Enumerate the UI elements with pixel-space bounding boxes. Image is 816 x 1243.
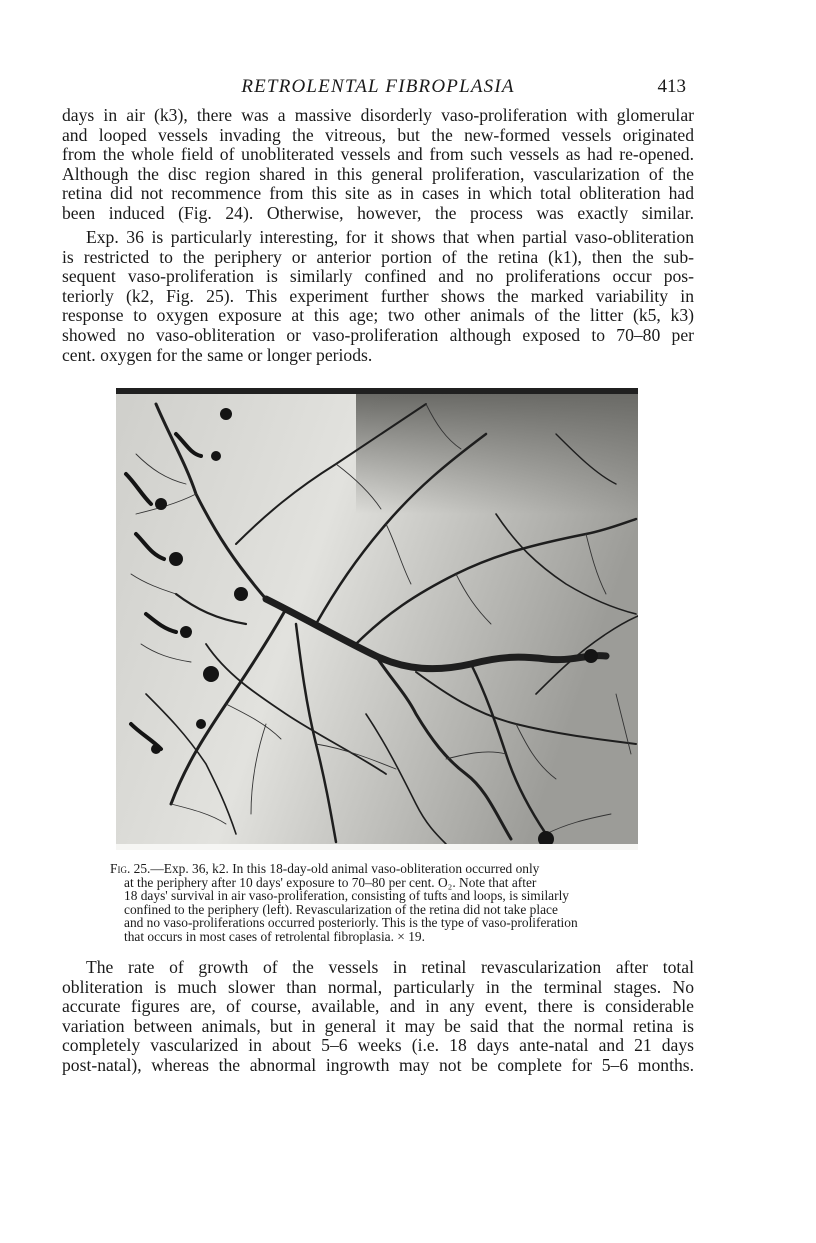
text-line: retina did not recommence from this site as in cases in which total obliteration had	[62, 183, 694, 204]
paragraph-2	[62, 228, 694, 365]
retina-vessel-image	[116, 394, 638, 844]
text-line: cent. oxygen for the same or longer periods.	[62, 344, 373, 365]
caption-line: at the periphery after 10 days' exposure to 70–80 per cent. O₂. Note that after	[124, 874, 537, 890]
text-line: accurate figures are, of course, available, and in any event, there is considerable	[62, 996, 694, 1017]
caption-lead: Fig. 25.	[110, 861, 151, 876]
text-line: days in air (k3), there was a massive disorderly vaso-proliferation with glomerular	[62, 105, 694, 125]
caption-text: —Exp. 36, k2. In this 18-day-old animal vaso-obliteration occurred only	[150, 861, 540, 876]
text-line: sequent vaso-proliferation is similarly confined and no proliferations occur pos-	[62, 266, 694, 287]
running-title: RETROLENTAL FIBROPLASIA	[241, 76, 515, 97]
page-header	[62, 76, 694, 102]
caption-line: that occurs in most cases of retrolental fibroplasia. × 19.	[124, 928, 425, 944]
text-line: Although the disc region shared in this general proliferation, vascularization of the	[62, 163, 694, 184]
text-line: Exp. 36 is particularly interesting, for it shows that when partial vaso-obliteration	[86, 227, 694, 247]
text-line: obliteration is much slower than normal, particularly in the terminal stages. No	[62, 976, 694, 997]
caption-line: and no vaso-proliferations occurred posteriorly. This is the type of vaso-proliferation	[124, 915, 578, 931]
paragraph-3	[62, 958, 694, 1076]
figure-retina-micrograph	[116, 388, 638, 850]
figure-caption	[110, 862, 650, 944]
caption-line: 18 days' survival in air vaso-proliferation, consisting of tufts and loops, is similarly	[124, 888, 569, 904]
text-line: post-natal), whereas the abnormal ingrowth may not be complete for 5–6 months.	[62, 1054, 694, 1075]
text-line: been induced (Fig. 24). Otherwise, however, the process was exactly similar.	[62, 202, 694, 223]
text-line: completely vascularized in about 5–6 weeks (i.e. 18 days ante-natal and 21 days	[62, 1035, 694, 1056]
text-line: The rate of growth of the vessels in retinal revascularization after total	[86, 957, 694, 977]
text-line: showed no vaso-obliteration or vaso-proliferation although exposed to 70–80 per	[62, 324, 694, 345]
page-number: 413	[657, 76, 686, 97]
text-line: variation between animals, but in general it may be said that the normal retina is	[62, 1015, 694, 1036]
text-line: teriorly (k2, Fig. 25). This experiment further shows the marked variability in	[62, 285, 694, 306]
text-line: is restricted to the periphery or anterior portion of the retina (k1), then the sub-	[62, 246, 694, 267]
caption-line-1	[110, 862, 650, 876]
text-line: from the whole field of unobliterated vessels and from such vessels as had re-opened.	[62, 144, 694, 165]
text-line: and looped vessels invading the vitreous, but the new-formed vessels originated	[62, 124, 694, 145]
text-line: response to oxygen exposure at this age; two other animals of the litter (k5, k3)	[62, 305, 694, 326]
caption-line: confined to the periphery (left). Revascularization of the retina did not take place	[124, 901, 558, 917]
paragraph-1	[62, 106, 694, 224]
